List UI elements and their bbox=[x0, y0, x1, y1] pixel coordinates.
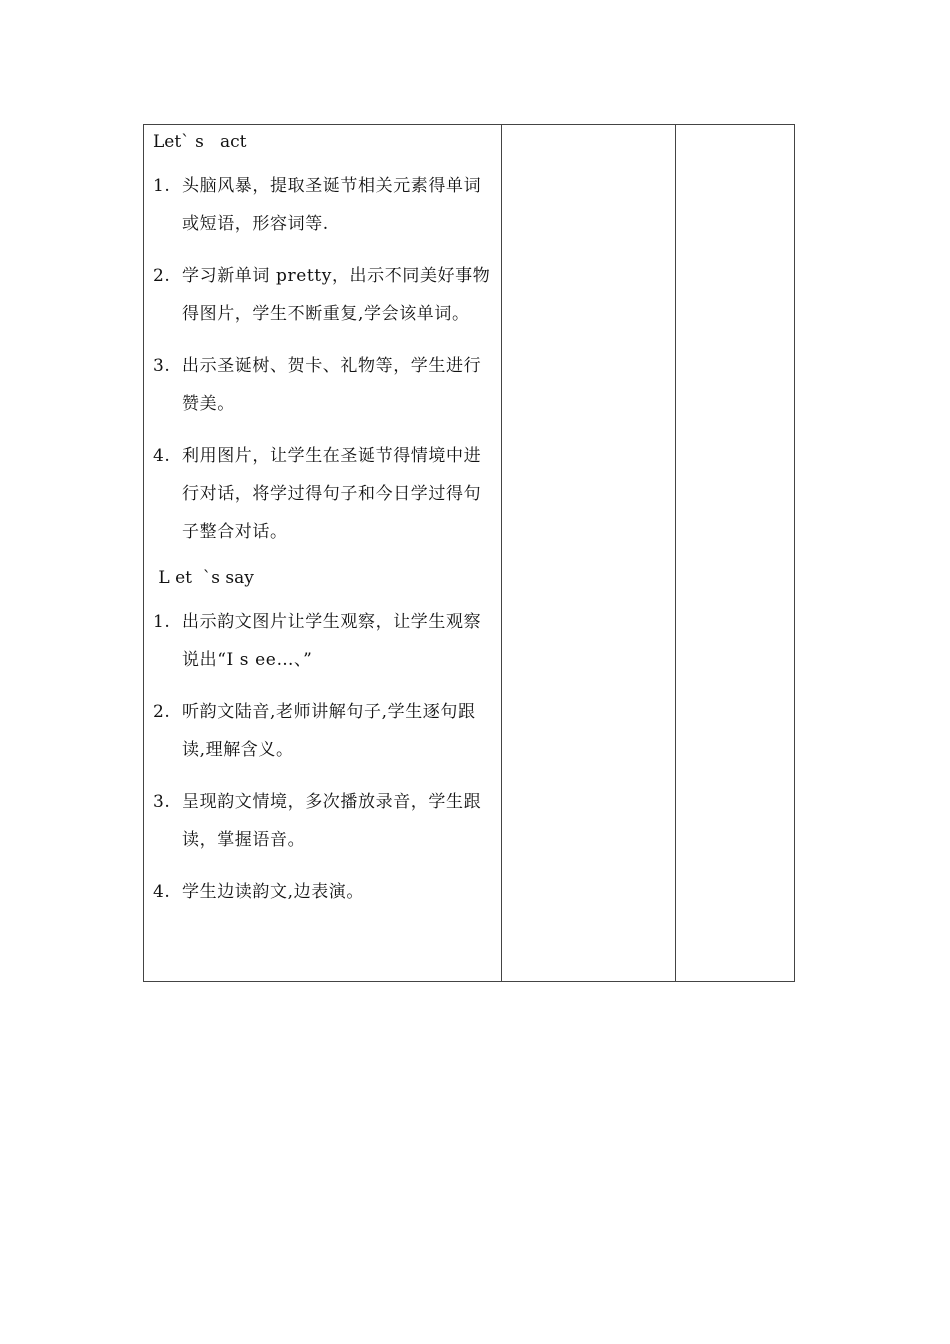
step-text: 出示韵文图片让学生观察，让学生观察说出“I s ee…、” bbox=[182, 612, 482, 670]
step-number: 2. bbox=[153, 702, 171, 722]
list-item bbox=[153, 603, 493, 679]
step-text: 出示圣诞树、贺卡、礼物等，学生进行赞美。 bbox=[182, 356, 482, 414]
list-item bbox=[153, 167, 493, 243]
list-item bbox=[153, 693, 493, 769]
list-item bbox=[153, 257, 493, 333]
step-text: 学习新单词 pretty，出示不同美好事物得图片，学生不断重复,学会该单词。 bbox=[182, 266, 491, 324]
activity-content bbox=[153, 129, 493, 911]
step-number: 1. bbox=[153, 612, 171, 632]
step-text: 学生边读韵文,边表演。 bbox=[182, 882, 365, 902]
step-text: 呈现韵文情境，多次播放录音，学生跟读，掌握语音。 bbox=[182, 792, 482, 850]
list-item bbox=[153, 437, 493, 551]
lets-act-steps bbox=[153, 167, 493, 551]
lets-say-steps bbox=[153, 603, 493, 911]
lesson-plan-table bbox=[143, 124, 795, 982]
step-number: 1. bbox=[153, 176, 171, 196]
list-item bbox=[153, 783, 493, 859]
step-number: 3. bbox=[153, 792, 171, 812]
step-number: 4. bbox=[153, 446, 171, 466]
step-number: 2. bbox=[153, 266, 171, 286]
empty-column-right bbox=[676, 125, 794, 981]
list-item bbox=[153, 347, 493, 423]
step-text: 利用图片，让学生在圣诞节得情境中进行对话，将学过得句子和今日学过得句子整合对话。 bbox=[182, 446, 482, 542]
list-item bbox=[153, 873, 493, 911]
lets-act-heading: Let` s act bbox=[153, 132, 247, 152]
empty-column-middle bbox=[502, 125, 676, 981]
step-number: 3. bbox=[153, 356, 171, 376]
lets-say-heading: L et `s say bbox=[153, 568, 254, 588]
step-text: 头脑风暴，提取圣诞节相关元素得单词或短语，形容词等. bbox=[182, 176, 482, 234]
step-number: 4. bbox=[153, 882, 171, 902]
activity-column bbox=[144, 125, 502, 981]
step-text: 听韵文陆音,老师讲解句子,学生逐句跟读,理解含义。 bbox=[182, 702, 476, 760]
